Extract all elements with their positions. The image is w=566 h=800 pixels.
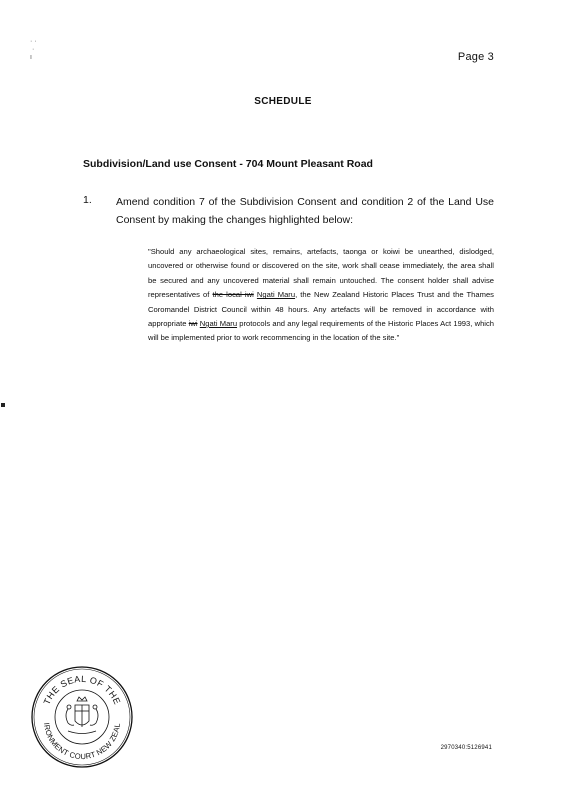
quote-text: "Should any archaeological sites, remains, artefacts, taonga or koiwi be unearthed, dislodged, uncovered or otherwise found or discovered on the site, work shall cease immediately, the area shall be secured and any uncovered material shall remain untouched. The consent holder shall advise representatives of xyxy=(148,247,494,300)
seal-bottom-text: IRONMENT COURT NEW ZEAL xyxy=(42,722,122,762)
document-id: 2970340:5126941 xyxy=(440,745,492,751)
inserted-text: Ngati Maru xyxy=(199,319,238,329)
deleted-text: iwi xyxy=(188,319,198,329)
item-number: 1. xyxy=(83,194,92,206)
inserted-text: Ngati Maru xyxy=(256,290,296,300)
quote-text: protocols and any legal requirements of the Historic Places Act 1993, which will be implemented prior to work recommencing in the location of the site." xyxy=(148,319,495,343)
coat-of-arms-icon xyxy=(66,697,98,734)
court-seal xyxy=(30,665,134,769)
quoted-condition xyxy=(148,245,494,346)
seal-top-text: THE SEAL OF THE xyxy=(41,673,123,707)
item-text: Amend condition 7 of the Subdivision Consent and condition 2 of the Land Use Consent by making the changes highlighted below: xyxy=(116,196,494,226)
page-number: Page 3 xyxy=(457,51,494,63)
scan-specks: · · · ı xyxy=(30,38,37,61)
quote-text: , the New Zealand Historic Places Trust and the Thames Coromandel District Council within 48 hours. Any artefacts will be removed in accordance with appropriate xyxy=(148,290,494,329)
seal-icon xyxy=(30,665,134,769)
schedule-subtitle: Subdivision/Land use Consent - 704 Mount Pleasant Road xyxy=(83,158,373,170)
scan-mark xyxy=(1,403,5,407)
deleted-text: the local iwi xyxy=(212,290,254,300)
schedule-title: SCHEDULE xyxy=(254,96,312,107)
